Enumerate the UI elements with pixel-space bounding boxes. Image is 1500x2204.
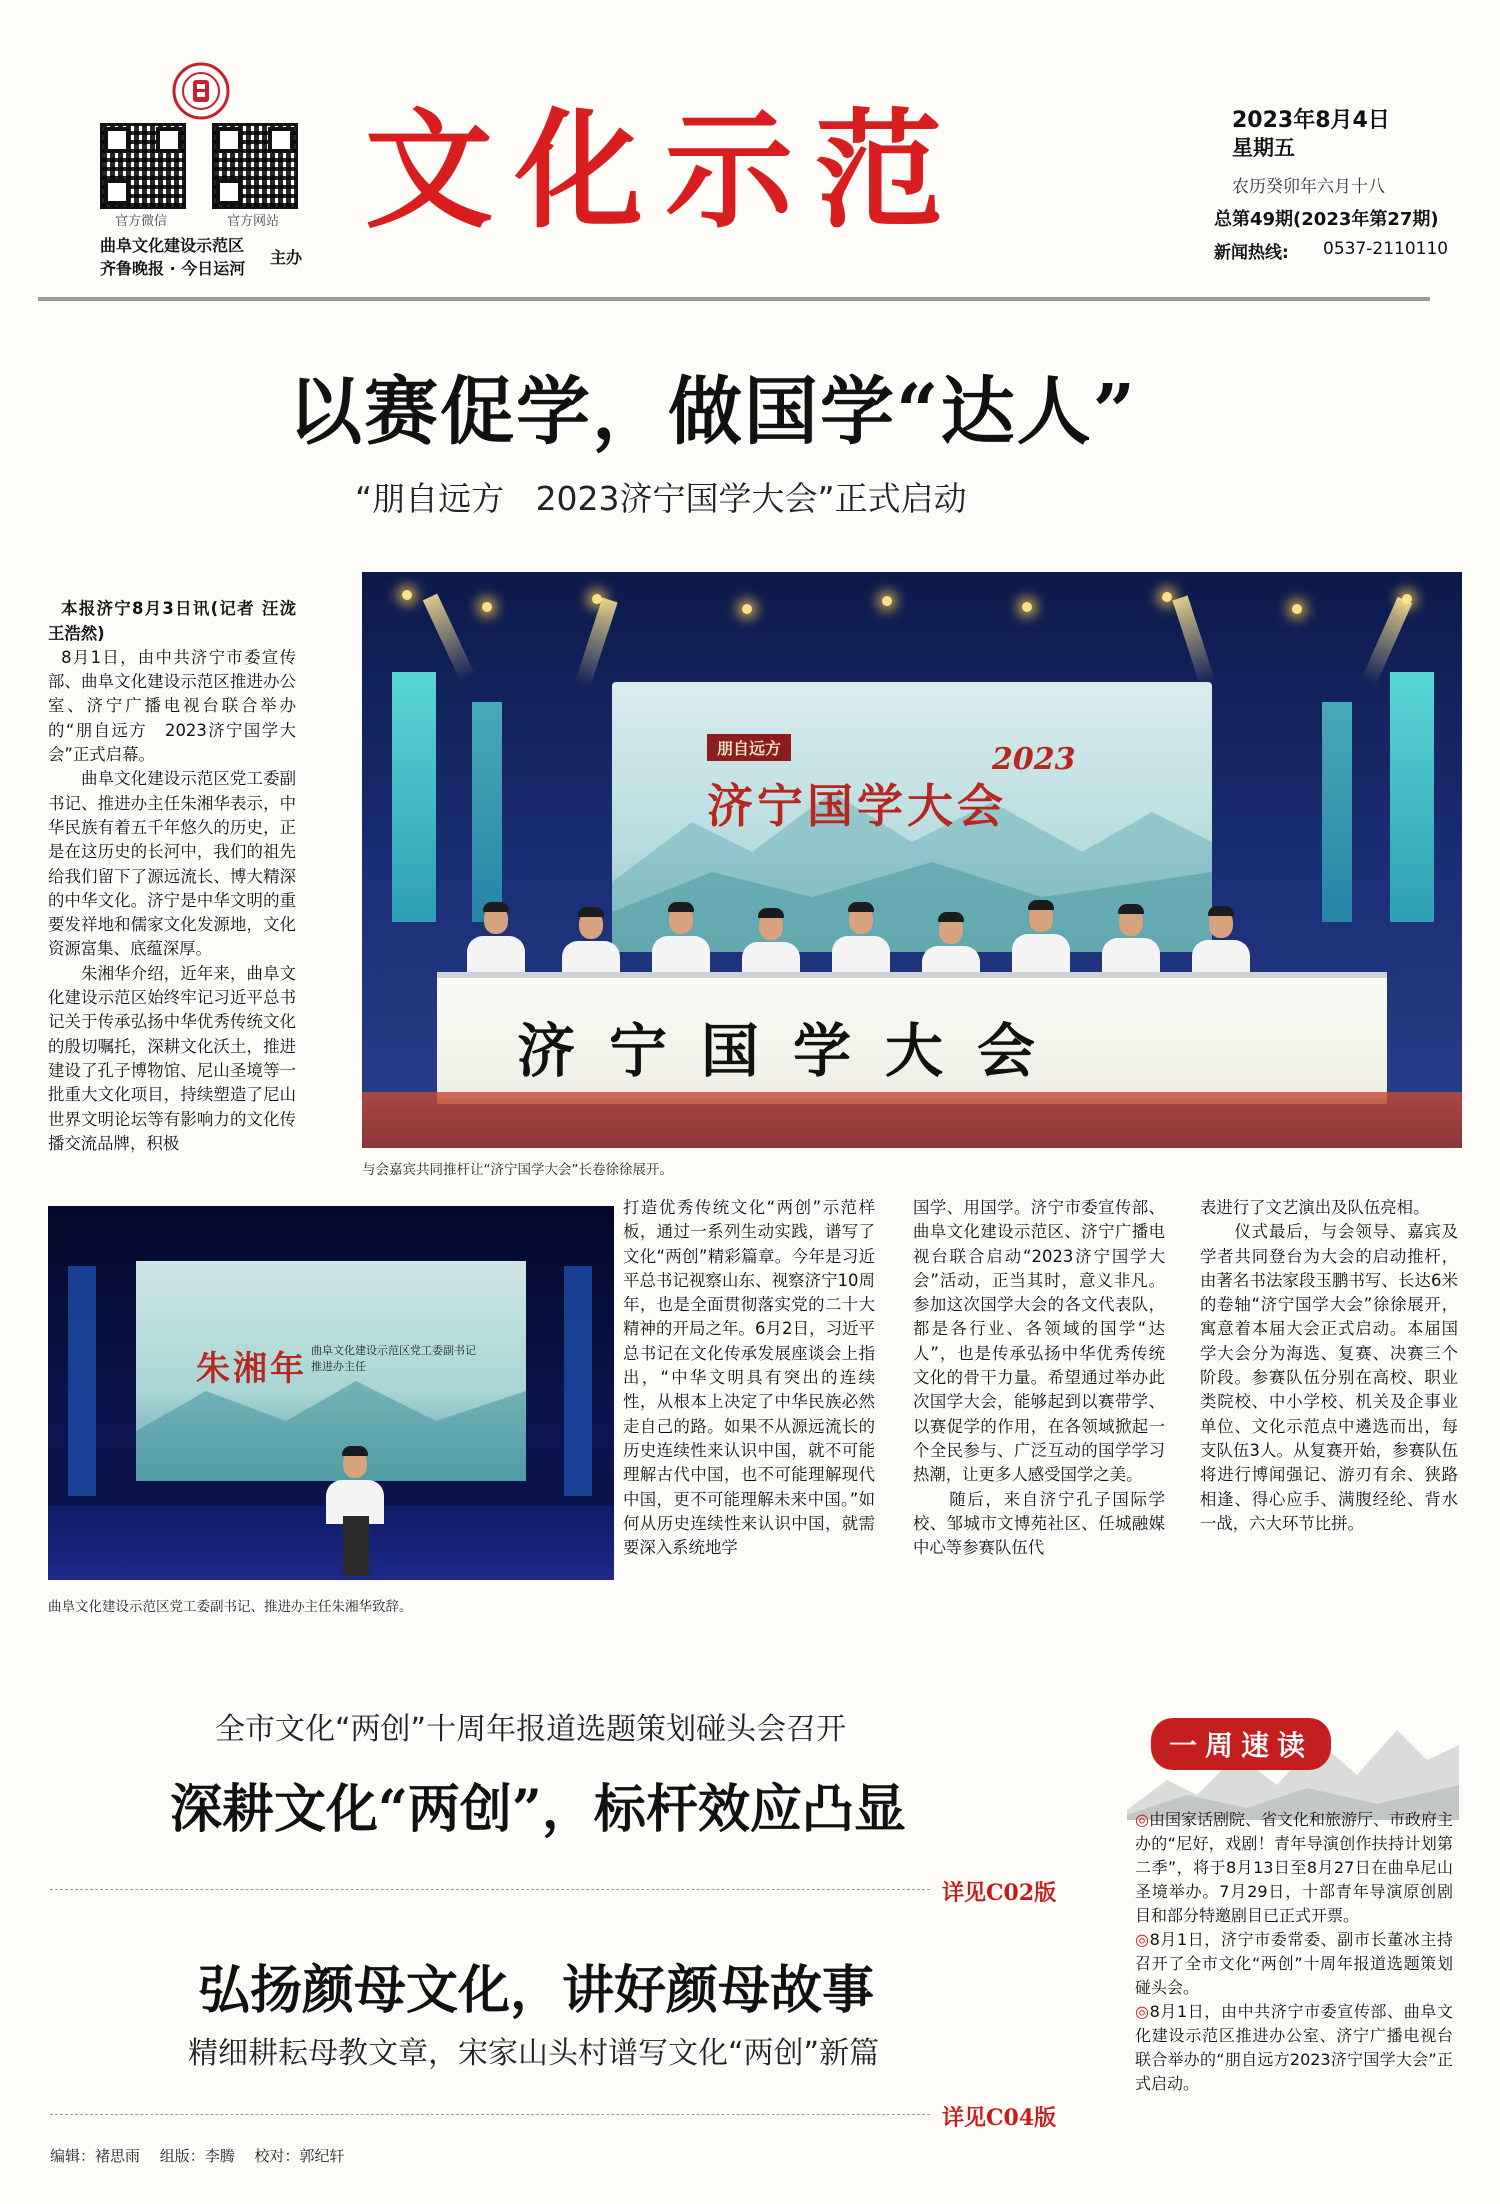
hotline-number: 0537-2110110 <box>1323 239 1449 259</box>
qr-label-website: 官方网站 <box>226 214 279 229</box>
story1-divider <box>50 1889 930 1890</box>
emblem-seal-icon <box>172 62 230 120</box>
brief-item: ◎8月1日，济宁市委常委、副市长董冰主持召开了全市文化“两创”十周年报道选题策划碰头会。 <box>1135 1930 1453 1997</box>
brief-item: ◎由国家话剧院、省文化和旅游厅、市政府主办的“尼好，戏剧！青年导演创作扶持计划第二季”，将于8月13日至8月27日在曲阜尼山圣境举办。7月29日，十部青年导演原创剧目和部分特邀剧目已正式开票。 <box>1135 1810 1453 1925</box>
sponsor-suffix: 主办 <box>270 248 303 267</box>
story1-headline: 深耕文化“两创”，标杆效应凸显 <box>170 1779 906 1840</box>
issue-date: 2023年8月4日 <box>1232 108 1390 133</box>
issue-number: 总第49期(2023年第27期) <box>1214 209 1439 230</box>
article-col1-body: 8月1日，由中共济宁市委宣传部、曲阜文化建设示范区推进办公室、济宁广播电视台联合举办的“朋自远方 2023济宁国学大会”正式启幕。 曲阜文化建设示范区党工委副书记、推进办主任朱湘华表示，中华民族有着五千年悠久的历史，正是在这历史的长河中，我们的祖先给我们留下了源远流长、博大精深的中华文化。济宁是中华文明的重要发祥地和儒家文化发源地，文化资源富集、底蕴深厚。 朱湘华介绍，近年来，曲阜文化建设示范区始终牢记习近平总书记关于传承弘扬中华优秀传统文化的殷切嘱托，深耕文化沃土，推进建设了孔子博物馆、尼山圣境等一批重大文化项目，持续塑造了尼山世界文明论坛等有影响力的文化传播交流品牌，积极 <box>48 647 296 1153</box>
footer-credits: 编辑：褚思雨 组版：李腾 校对：郭纪轩 <box>50 2147 345 2165</box>
lead-headline: 以赛促学，做国学“达人” <box>288 369 1138 455</box>
bullet-icon: ◎ <box>1135 1930 1150 1949</box>
sponsor-line-1: 曲阜文化建设示范区 <box>100 236 245 255</box>
issue-weekday: 星期五 <box>1232 136 1295 160</box>
story2-headline: 弘扬颜母文化，讲好颜母故事 <box>198 1960 875 2021</box>
photo2-caption: 曲阜文化建设示范区党工委副书记、推进办主任朱湘华致辞。 <box>48 1599 413 1615</box>
sponsor-line-2: 齐鲁晚报 · 今日运河 <box>100 259 246 278</box>
qr-code-website-icon[interactable] <box>212 123 298 209</box>
screen-tag: 朋自远方 <box>707 734 791 761</box>
hotline-label: 新闻热线: <box>1214 243 1289 263</box>
article-column-3: 国学、用国学。济宁市委宣传部、曲阜文化建设示范区、济宁广播电视台联合启动“2023济宁国学大会”活动，正当其时，意义非凡。参加这次国学大会的各文代表队，都是各行业、各领域的国学“达人”，也是传承弘扬中华优秀传统文化的骨干力量。希望通过举办此次国学大会，能够起到以赛带学、以赛促学的作用，在各领域掀起一个全民参与、广泛互动的国学学习热潮，让更多人感受国学之美。 随后，来自济宁孔子国际学校、邹城市文博苑社区、任城融媒中心等参赛队伍代 <box>913 1198 1165 1558</box>
qr-label-wechat: 官方微信 <box>114 214 167 229</box>
article-column-2: 打造优秀传统文化“两创”示范样板，通过一系列生动实践，谱写了文化“两创”精彩篇章。今年是习近平总书记视察山东、视察济宁10周年，也是全面贯彻落实党的二十大精神的开局之年。6月2日，习近平总书记在文化传承发展座谈会上指出，“中华文明具有突出的连续性，从根本上决定了中华民族必然走自己的路。如果不从源远流长的历史连续性来认识中国，就不可能理解古代中国，也不可能理解现代中国，更不可能理解未来中国。”如何从历史连续性来认识中国，就需要深入系统地学 <box>623 1198 875 1558</box>
story2-kicker: 精细耕耘母教文章，宋家山头村谱写文化“两创”新篇 <box>188 2036 880 2071</box>
article-column-4: 表进行了文艺演出及队伍亮相。 仪式最后，与会领导、嘉宾及学者共同登台为大会的启动推杆，由著名书法家段玉鹏书写、长达6米的卷轴“济宁国学大会”徐徐展开，寓意着本届大会正式启动。本届国学大会分为海选、复赛、决赛三个阶段。参赛队伍分别在高校、职业类院校、中小学校、机关及企事业单位、文化示范点中遴选而出，每支队伍3人。从复赛开始，参赛队伍将进行博闻强记、游刃有余、狭路相逢、得心应手、满腹经纶、背水一战，六大环节比拼。 <box>1200 1198 1458 1533</box>
photo-launch-ceremony <box>362 572 1462 1148</box>
story2-divider <box>50 2114 930 2115</box>
bullet-icon: ◎ <box>1135 2002 1150 2021</box>
speaker-name: 朱湘年 <box>196 1349 307 1389</box>
weekly-brief-title: 一周速读 <box>1151 1718 1331 1770</box>
calligraphy-scroll <box>437 972 1387 1104</box>
lunar-date: 农历癸卯年六月十八 <box>1232 177 1385 197</box>
masthead <box>0 0 1500 300</box>
story1-kicker: 全市文化“两创”十周年报道选题策划碰头会召开 <box>215 1712 847 1747</box>
qr-code-wechat-icon[interactable] <box>100 123 186 209</box>
story1-see-more-link[interactable]: 详见C02版 <box>942 1880 1057 1906</box>
article-dateline: 本报济宁8月3日讯(记者 汪泷 王浩然) <box>48 599 313 643</box>
article-column-1 <box>48 573 313 1156</box>
lead-subheadline: “朋自远方 2023济宁国学大会”正式启动 <box>355 479 967 518</box>
scroll-text: 济宁国学大会 <box>517 1017 1070 1085</box>
weekly-brief-list <box>1135 1808 1453 2096</box>
photo-speech <box>48 1206 614 1580</box>
weekly-brief-box <box>1127 1700 1459 2170</box>
speaker-title: 曲阜文化建设示范区党工委副书记 推进办主任 <box>311 1344 476 1373</box>
story2-see-more-link[interactable]: 详见C04版 <box>942 2105 1057 2131</box>
masthead-divider <box>38 297 1430 301</box>
brief-item: ◎8月1日，由中共济宁市委宣传部、曲阜文化建设示范区推进办公室、济宁广播电视台联合举办的“朋自远方2023济宁国学大会”正式启动。 <box>1135 2002 1453 2093</box>
bullet-icon: ◎ <box>1135 1810 1149 1829</box>
screen-year: 2023 <box>992 742 1076 777</box>
photo1-caption: 与会嘉宾共同推杆让“济宁国学大会”长卷徐徐展开。 <box>362 1162 673 1178</box>
screen-title: 济宁国学大会 <box>707 779 1007 833</box>
masthead-title: 文化示范 <box>365 97 966 246</box>
